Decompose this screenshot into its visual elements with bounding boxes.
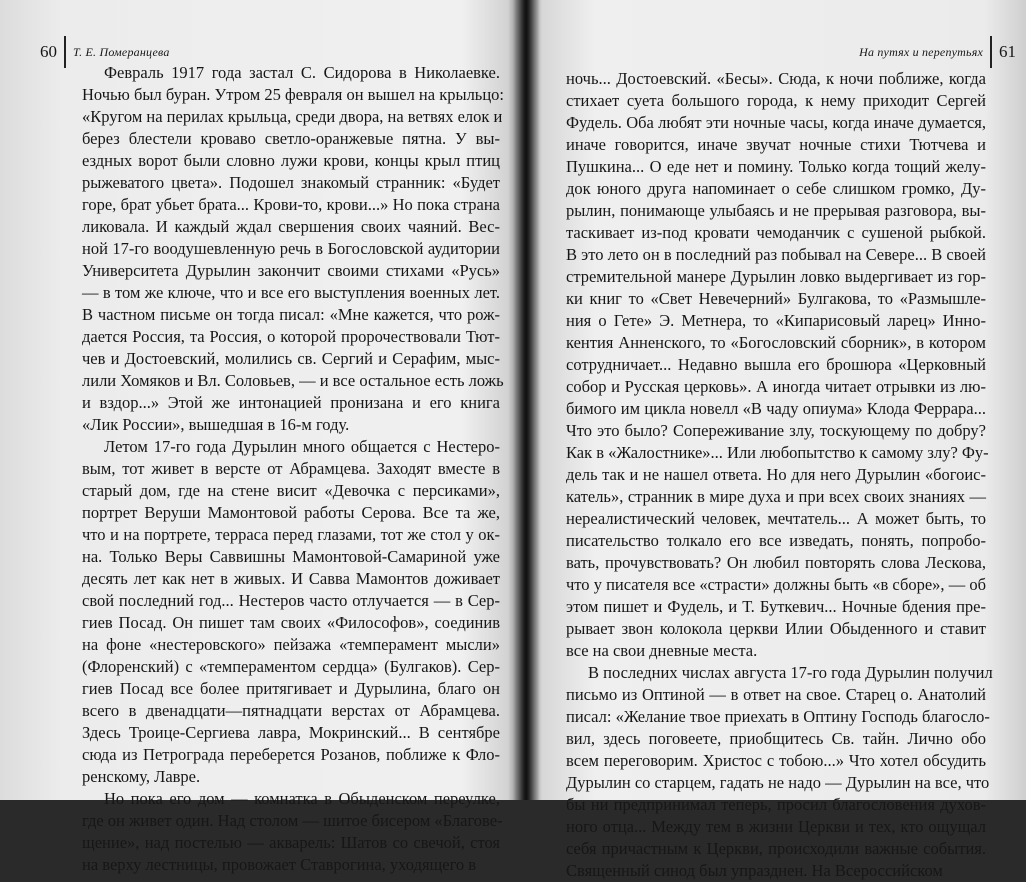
text-line: — в том же ключе, что и все его выступления военных лет.	[82, 283, 500, 302]
right-running-head: На путях и перепутьях	[859, 44, 983, 59]
text-line: вил, здесь поговеете, приобщитесь Св. тайн. Лично обо	[566, 729, 986, 748]
text-line: В последних числах августа 17-го года Дурылин получил	[588, 663, 993, 682]
text-line: писательство толкало его все изведать, понять, попробо-	[566, 531, 986, 550]
text-line: на. Только Веры Саввишны Мамонтовой-Самариной уже	[82, 547, 500, 566]
text-line: иначе говорится, иначе звучат ночные стихи Тютчева и	[566, 135, 986, 154]
text-line: нереалистический человек, мечтатель... А может быть, то	[566, 509, 986, 528]
text-line: что у писателя все «страсти» должны быть «в сборе», — об	[566, 575, 986, 594]
left-page-number: 60	[40, 42, 57, 61]
text-line: берез блестели кроваво светло-оранжевые пятна. У вы-	[82, 129, 500, 148]
text-line: всем переговорим. Христос с тобою...» Что хотел обсудить	[566, 751, 986, 770]
text-line: свой последний год... Нестеров часто отлучается — в Сер-	[82, 591, 500, 610]
text-line: рывает звон колокола церкви Илии Обыденного и ставит	[566, 619, 986, 638]
text-line: портрет Веруши Мамонтовой работы Серова. Все та же,	[82, 503, 500, 522]
text-line: и вздор...» Этой же интонацией пронизана и его книга	[82, 393, 500, 412]
right-body-text	[566, 68, 993, 882]
text-line: ездных ворот были словно лужи крови, концы крыл птиц	[82, 151, 500, 170]
text-line: стремительной манере Дурылин ловко выдергивает из гор-	[566, 267, 986, 286]
text-line: Дурылин со старцем, гадать не надо — Дурылин на все, что	[566, 773, 990, 792]
text-line: письмо из Оптиной — в ответ на свое. Старец о. Анатолий	[566, 685, 986, 704]
text-line: таскивает из-под кровати чемоданчик с сушеной рыбкой.	[566, 223, 986, 242]
text-line: горе, брат убьет брата... Крови-то, крови...» Но пока страна	[82, 195, 500, 214]
text-line: гиев Посад. Он пишет там своих «Философов», соединив	[82, 613, 500, 632]
text-line: В частном письме он тогда писал: «Мне кажется, что рож-	[82, 305, 500, 324]
text-line: где он живет один. Над столом — шитое бисером «Благове-	[82, 811, 503, 830]
header-divider	[64, 36, 66, 68]
right-page-number: 61	[999, 42, 1016, 61]
text-line: кентия Анненского, то «Богословский сборник», в котором	[566, 333, 986, 352]
text-line: лили Хомяков и Вл. Соловьев, — и все остальное есть ложь	[82, 371, 504, 390]
text-line: щение», над постелью — акварель: Шатов со свечой, стоя	[82, 833, 500, 852]
text-line: катель», странник в мире духа и при всех своих знаниях —	[566, 487, 986, 506]
text-line: бимого им цикла новелл «В чаду опиума» Клода Феррара...	[566, 399, 986, 418]
text-line: что и на портрете, терраса перед глазами, тот же стол у ок-	[82, 525, 500, 544]
text-line: на фоне «нестеровского» пейзажа «темперамент мысли»	[82, 635, 500, 654]
text-line: (Флоренский) с «темпераментом сердца» (Булгаков). Сер-	[82, 657, 500, 676]
text-line: Священный синод был упразднен. На Всероссийском	[566, 861, 943, 880]
text-line: бы ни предпринимал теперь, просил благословения духов-	[566, 795, 986, 814]
text-line: писал: «Желание твое приехать в Оптину Господь благосло-	[566, 707, 990, 726]
text-line: гиев Посад все более притягивает и Дурылина, благо он	[82, 679, 500, 698]
text-line: Ночью был буран. Утром 25 февраля он вышел на крыльцо:	[82, 85, 504, 104]
text-line: ночь... Достоевский. «Бесы». Сюда, к ночи поближе, когда	[566, 69, 986, 88]
text-line: старый дом, где на стене висит «Девочка с персиками»,	[82, 481, 500, 500]
text-line: ки книг то «Свет Невечерний» Булгакова, то «Размышле-	[566, 289, 986, 308]
text-line: на верху лестницы, провожает Ставрогина, уходящего в	[82, 855, 477, 874]
text-line: ния о Гете» Э. Метнера, то «Кипарисовый ларец» Инно-	[566, 311, 986, 330]
text-line: ного отца... Между тем в жизни Церкви и тех, кто ощущал	[566, 817, 986, 836]
text-line: В это лето он в последний раз побывал на Севере... В своей	[566, 245, 986, 264]
text-line: десять лет как нет в живых. И Савва Мамонтов доживает	[82, 569, 500, 588]
text-line: все на свои дневные места.	[566, 641, 758, 660]
text-line: себя причастным к Церкви, происходили важные события.	[566, 839, 986, 858]
text-line: чев и Достоевский, молились св. Сергий и Серафим, мыс-	[82, 349, 500, 368]
text-line: сюда из Петрограда переберется Розанов, поближе к Фло-	[82, 745, 500, 764]
text-line: Что это было? Сопереживание злу, тоскующему по добру?	[566, 421, 986, 440]
text-line: Университета Дурылин закончит своими стихами «Русь»	[82, 261, 500, 280]
left-body-text	[82, 62, 504, 876]
text-line: Но пока его дом — комнатка в Обыденском переулке,	[104, 789, 500, 808]
text-line: собор и Русская церковь». А иногда читает отрывки из лю-	[566, 377, 986, 396]
text-line: дель так и не нашел ответа. Но для него Дурылин «богоис-	[566, 465, 986, 484]
text-line: вать, прочувствовать? Он любил повторять слова Лескова,	[566, 553, 986, 572]
text-line: сотрудничает... Недавно вышла его брошюра «Церковный	[566, 355, 986, 374]
text-line: ренскому, Лавре.	[82, 767, 201, 786]
text-line: «Лик России», вышедшая в 16-м году.	[82, 415, 350, 434]
header-divider	[990, 36, 992, 68]
text-line: вым, тот живет в версте от Абрамцева. Заходят вместе в	[82, 459, 500, 478]
left-running-head: Т. Е. Померанцева	[73, 44, 170, 59]
right-page	[540, 0, 1026, 880]
text-line: «Кругом на перилах крыльца, среди двора, на ветвях елок и	[82, 107, 503, 126]
text-line: док юного друга напоминает о себе слишком громко, Ду-	[566, 179, 986, 198]
text-line: ликовала. И каждый ждал свершения своих чаяний. Вес-	[82, 217, 500, 236]
text-line: всего в двенадцати—пятнадцати верстах от Абрамцева.	[82, 701, 500, 720]
text-line: дается Россия, та Россия, о которой пророчествовали Тют-	[82, 327, 500, 346]
text-line: этом пишет и Фудель, и Т. Буткевич... Ночные бдения пре-	[566, 597, 986, 616]
text-line: Летом 17-го года Дурылин много общается с Нестеро-	[104, 437, 500, 456]
left-page	[0, 0, 510, 874]
text-line: стихает суета большого города, к нему приходит Сергей	[566, 91, 986, 110]
right-running-header	[859, 36, 1016, 68]
text-line: рыжеватого цвета». Подошел знакомый странник: «Будет	[82, 173, 500, 192]
text-line: рылин, понимающе улыбаясь и не прерывая разговора, вы-	[566, 201, 986, 220]
text-line: Здесь Троице-Сергиева лавра, Мокринский... В сентябре	[82, 723, 500, 742]
text-line: Как в «Жалостнике»... Или любопытство к самому злу? Фу-	[566, 443, 989, 462]
text-line: Пушкина... О еде нет и помину. Только когда тощий желу-	[566, 157, 986, 176]
text-line: Фудель. Оба любят эти ночные часы, когда иначе думается,	[566, 113, 986, 132]
text-line: Февраль 1917 года застал С. Сидорова в Николаевке.	[104, 63, 500, 82]
book-gutter	[508, 0, 542, 800]
text-line: ной 17-го воодушевленную речь в Богословской аудитории	[82, 239, 500, 258]
